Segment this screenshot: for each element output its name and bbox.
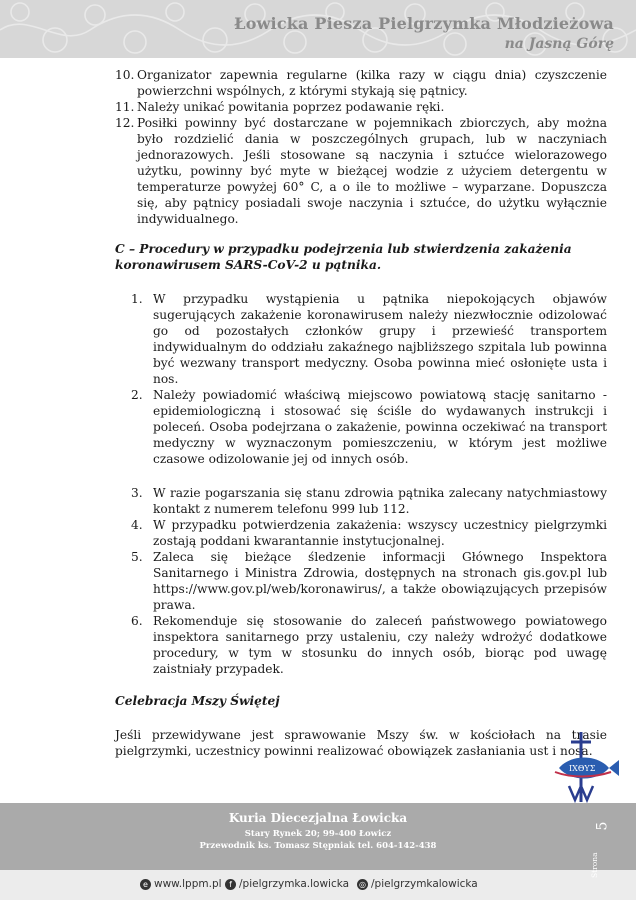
mass-paragraph: Jeśli przewidywane jest sprawowanie Mszy św. w kościołach na trasie pielgrzymki, uczestnicy powinni realizować obowiązek zasłaniania ust i nosa. (115, 728, 607, 758)
list-item (115, 67, 607, 99)
item-text: Organizator zapewnia regularne (kilka razy w ciągu dnia) czyszczenie powierzchni wspólnych, z którymi stykają się pątnicy. (137, 68, 607, 98)
page-footer (0, 803, 636, 900)
item-number: 1. (131, 292, 143, 306)
list-item (115, 549, 607, 613)
page-header (0, 0, 636, 58)
section-mass-heading: Celebracja Mszy Świętej (115, 694, 280, 708)
facebook-icon: f (225, 879, 236, 890)
list-item (115, 115, 607, 227)
item-number: 12. (115, 116, 135, 130)
item-number: 11. (115, 100, 135, 114)
ichthys-text: ΙΧΘΥΣ (569, 764, 596, 773)
instagram-text: /pielgrzymkalowicka (371, 878, 478, 890)
item-text: Zaleca się bieżące śledzenie informacji Głównego Inspektora Sanitarnego i Ministra Zdrowia, dostępnych na stronach gis.gov.pl lub https://www.gov.pl/web/koronawirus/, a także obowiązujących przepisów prawa. (153, 550, 607, 612)
page-label: Strona (590, 852, 599, 878)
website-text: www.lppm.pl (154, 878, 222, 890)
footer-org: Kuria Diecezjalna Łowicka (228, 811, 408, 825)
header-subtitle: na Jasną Górę (504, 36, 614, 52)
ichthys-logo (541, 728, 621, 806)
item-number: 2. (131, 388, 143, 402)
list-item (115, 387, 607, 467)
list-item (115, 291, 607, 387)
instagram-link[interactable] (357, 878, 478, 890)
globe-icon: e (140, 879, 151, 890)
social-row (0, 870, 636, 900)
item-text: Należy unikać powitania poprzez podawanie ręki. (137, 100, 445, 114)
item-number: 4. (131, 518, 143, 532)
footer-address: Stary Rynek 20; 99-400 Łowicz (244, 829, 392, 839)
list-section-c-1 (115, 291, 607, 467)
list-item (115, 613, 607, 677)
item-text: Należy powiadomić właściwą miejscowo powiatową stację sanitarno -epidemiologiczną i stosować się ściśle do wydawanych instrukcji i poleceń. Osoba podejrzana o zakażenie, powinna oczekiwać na transport medyczny w wyznaczonym pomieszczeniu, w którym jest możliwe czasowe odizolowanie jej od innych osób. (153, 388, 607, 466)
list-section-b (115, 67, 607, 227)
item-text: W razie pogarszania się stanu zdrowia pątnika zalecany natychmiastowy kontakt z numerem telefonu 999 lub 112. (153, 486, 607, 516)
item-text: W przypadku wystąpienia u pątnika niepokojących objawów sugerujących zakażenie koronawirusem należy niezwłocznie odizolować go od pozostałych członków grupy i przewieść transportem indywidualnym do oddziału zakaźnego najbliższego szpitala lub powinna być wezwany transport medyczny. Osoba powinna mieć osłonięte usta i nos. (153, 292, 607, 386)
item-text: Rekomenduje się stosowanie do zaleceń państwowego powiatowego inspektora sanitarnego przy ustaleniu, czy należy wdrożyć dodatkowe procedury, w tym w stosunku do innych osób, biorąc pod uwagę zaistniały przypadek. (153, 614, 607, 676)
page-number-block (592, 818, 632, 878)
list-item (115, 485, 607, 517)
facebook-text: /pielgrzymka.lowicka (239, 878, 350, 890)
item-text: W przypadku potwierdzenia zakażenia: wszyscy uczestnicy pielgrzymki zostają poddani kwarantannie instytucjonalnej. (153, 518, 607, 548)
website-link[interactable] (140, 878, 222, 890)
facebook-link[interactable] (225, 878, 349, 890)
footer-contact: Przewodnik ks. Tomasz Stępniak tel. 604-142-438 (199, 841, 437, 851)
section-c-heading: C – Procedury w przypadku podejrzenia lub stwierdzenia zakażenia koronawirusem SARS-CoV-2 u pątnika. (115, 242, 572, 272)
main-content (115, 67, 607, 759)
list-item (115, 99, 607, 115)
item-number: 3. (131, 486, 143, 500)
list-section-c-2 (115, 485, 607, 677)
page-number: 5 (594, 821, 611, 831)
item-text: Posiłki powinny być dostarczane w pojemnikach zbiorczych, aby można było rozdzielić dania w poszczególnych grupach, lub w naczyniach jednorazowych. Jeśli stosowane są naczynia i sztućce wielorazowego użytku, powinny być myte w bieżącej wodzie z użyciem detergentu w temperaturze powyżej 60° C, a o ile to możliwe – wyparzane. Dopuszcza się, aby pątnicy posiadali swoje naczynia i sztućce, do użytku wyłącznie indywidualnego. (137, 116, 607, 226)
list-item (115, 517, 607, 549)
item-number: 6. (131, 614, 143, 628)
item-number: 5. (131, 550, 143, 564)
instagram-icon: ◎ (357, 879, 368, 890)
item-number: 10. (115, 68, 135, 82)
header-title: Łowicka Piesza Pielgrzymka Młodzieżowa (234, 14, 614, 33)
